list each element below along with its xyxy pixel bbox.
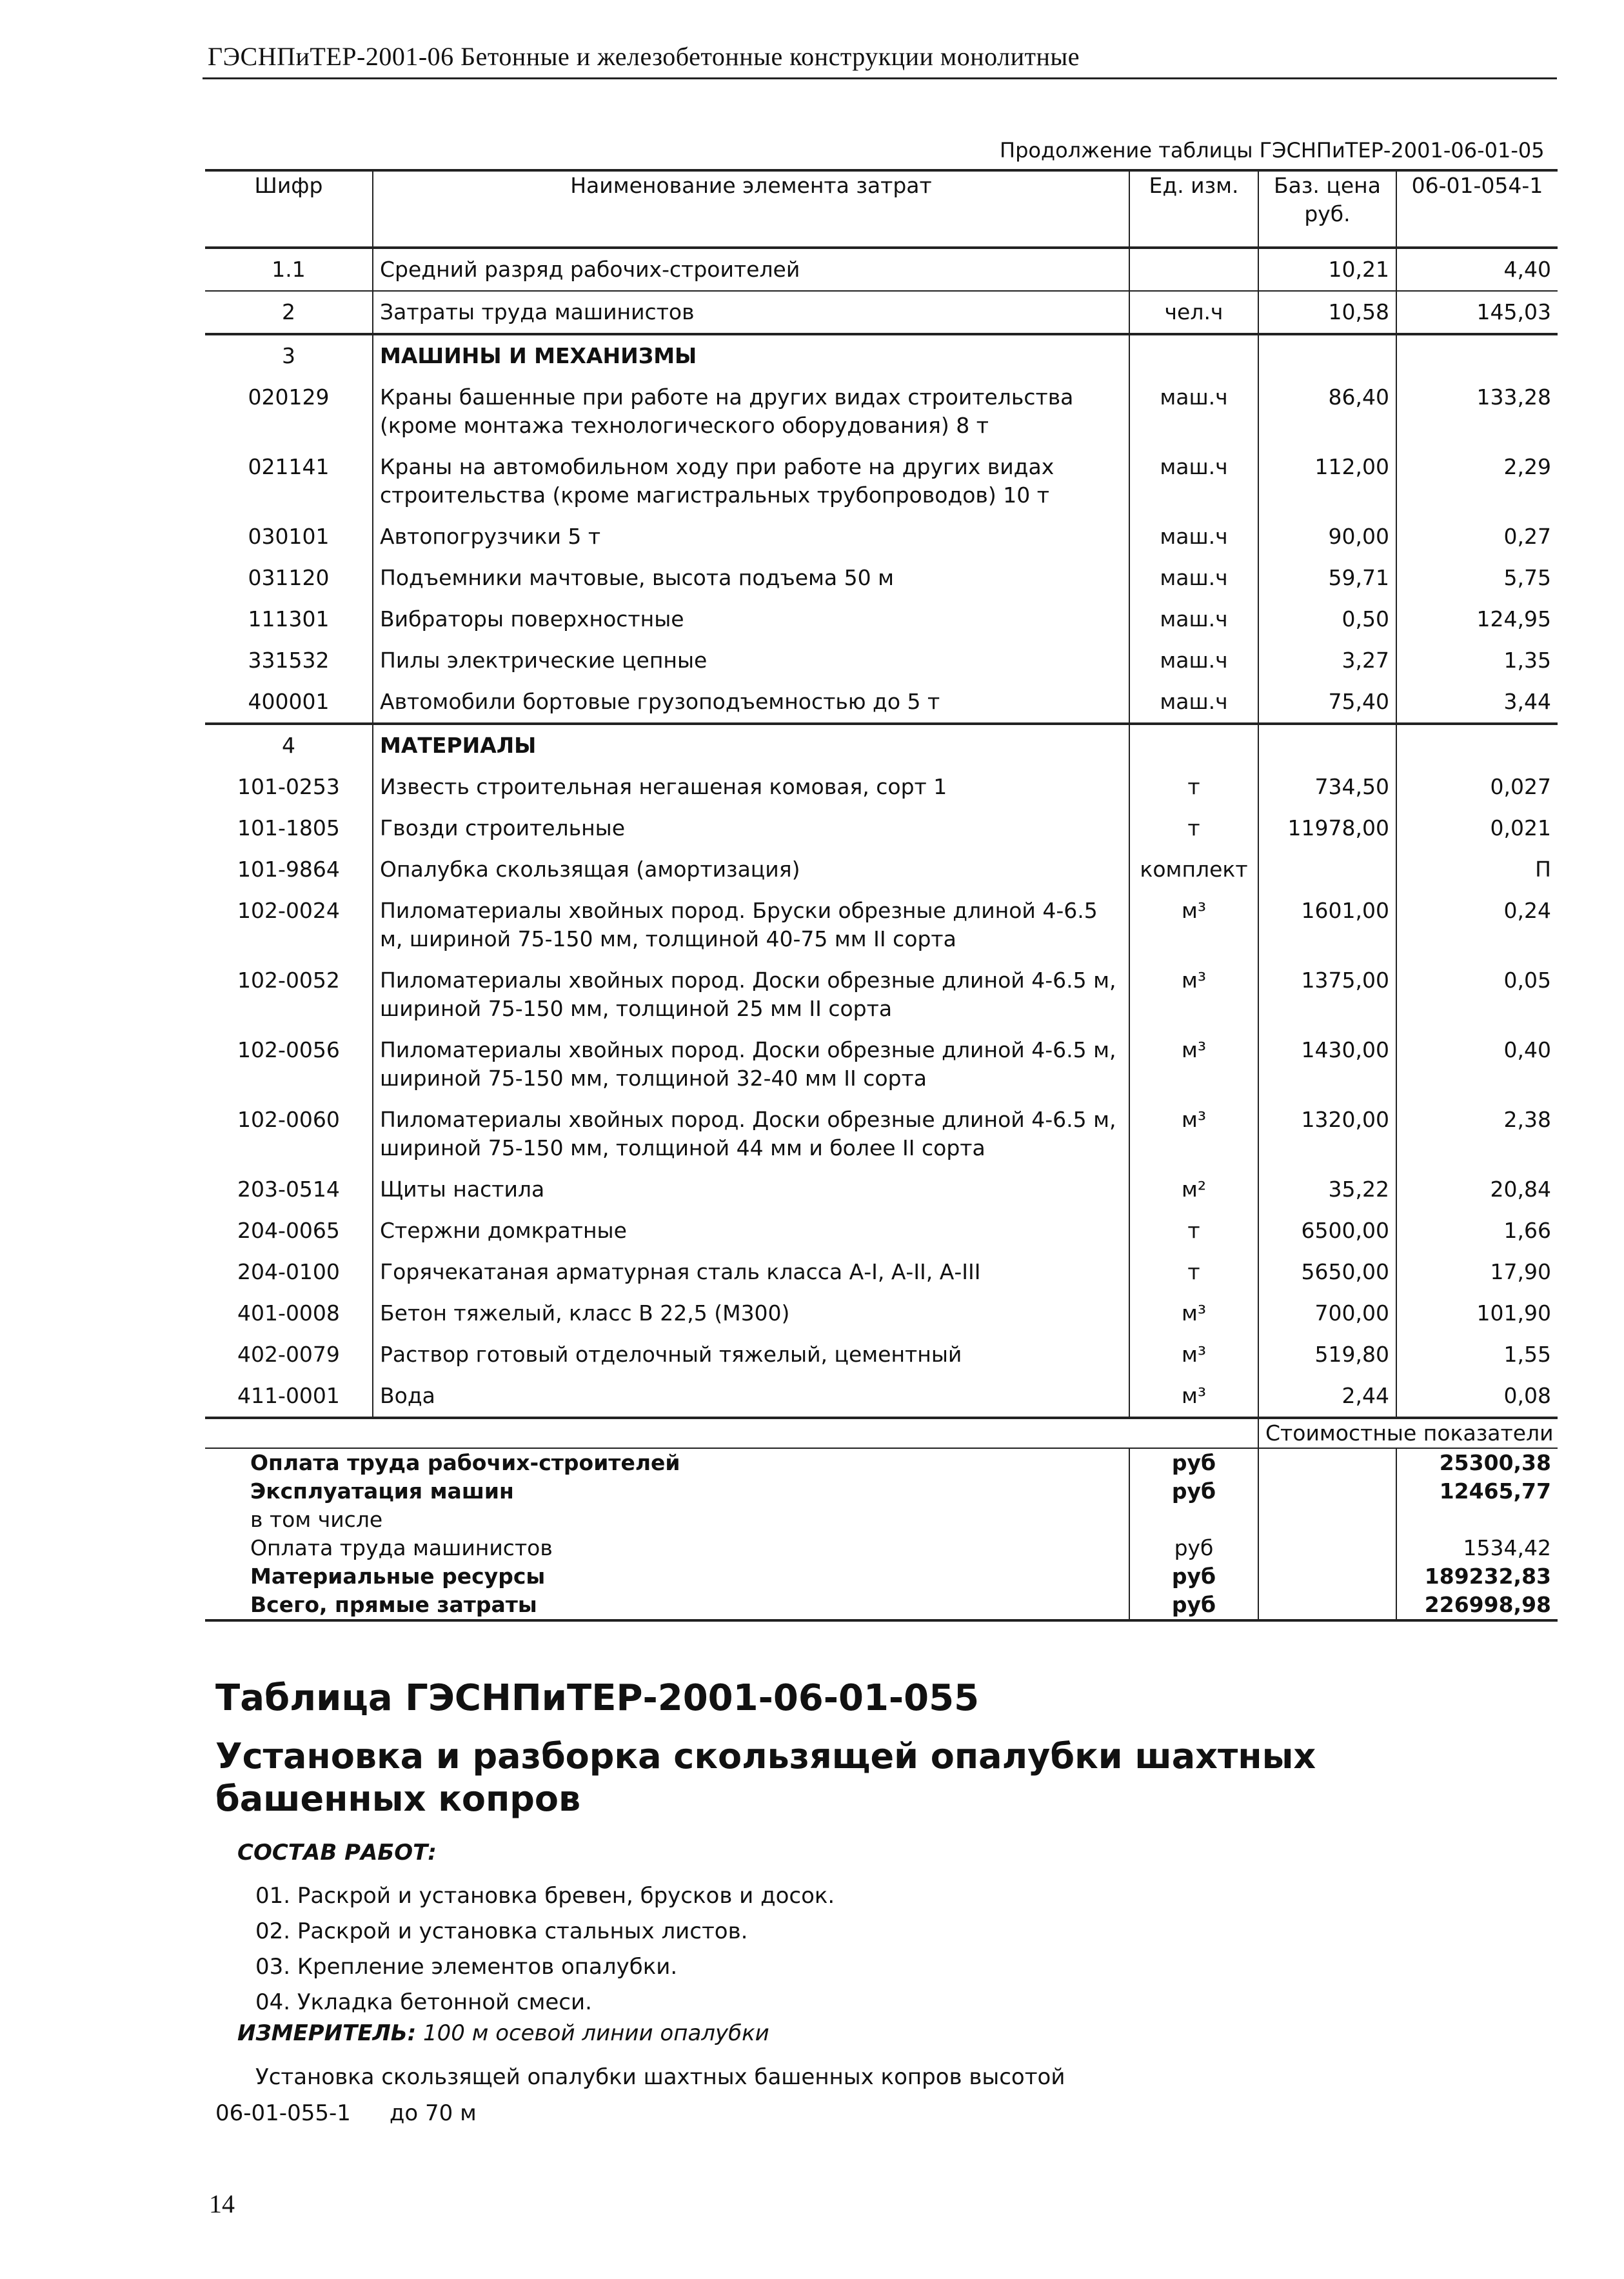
row-unit: маш.ч — [1129, 446, 1258, 516]
row-unit: т — [1129, 1210, 1258, 1251]
row-code: 102-0056 — [237, 1037, 340, 1062]
row-unit: м³ — [1129, 960, 1258, 1030]
cost-label: Материальные ресурсы — [250, 1564, 546, 1589]
row-unit: м³ — [1129, 890, 1258, 960]
row-name: Пилы электрические цепные — [373, 640, 1129, 681]
row-price: 112,00 — [1258, 446, 1396, 516]
cost-value: 189232,83 — [1396, 1562, 1558, 1591]
table-row — [205, 1210, 1558, 1251]
row-name: Горячекатаная арматурная сталь класса А-I, А-II, А-III — [373, 1251, 1129, 1293]
row-unit: т — [1129, 1251, 1258, 1293]
works-list-item: 04. Укладка бетонной смеси. — [255, 1989, 592, 2015]
cost-empty — [1258, 1477, 1396, 1506]
column-header-unit: Ед. изм. — [1129, 170, 1258, 248]
cost-unit — [1129, 1506, 1258, 1534]
row-value — [1396, 724, 1558, 766]
table-row — [205, 377, 1558, 446]
row-value: 0,40 — [1396, 1030, 1558, 1099]
row-name: Гвозди строительные — [373, 808, 1129, 849]
row-code: 1.1 — [205, 248, 373, 291]
row-value: 17,90 — [1396, 1251, 1558, 1293]
row-price: 10,58 — [1258, 291, 1396, 334]
row-code: 2 — [205, 291, 373, 334]
row-price: 1601,00 — [1258, 890, 1396, 960]
row-price: 734,50 — [1258, 766, 1396, 808]
cost-row — [205, 1506, 1558, 1534]
row-name: Раствор готовый отделочный тяжелый, цементный — [373, 1334, 1129, 1375]
table-row — [205, 681, 1558, 724]
row-value: 1,55 — [1396, 1334, 1558, 1375]
works-list-item: 03. Крепление элементов опалубки. — [255, 1954, 678, 1980]
row-code: 101-0253 — [237, 774, 340, 799]
row-code: 101-9864 — [237, 857, 340, 882]
cost-value: 1534,42 — [1396, 1534, 1558, 1562]
row-code: 101-1805 — [237, 815, 340, 841]
table-body — [205, 248, 1558, 1418]
cost-unit: руб — [1129, 1448, 1258, 1477]
next-table-title: Таблица ГЭСНПиТЕР-2001-06-01-055 — [215, 1677, 980, 1719]
table-row — [205, 446, 1558, 516]
row-unit: маш.ч — [1129, 557, 1258, 599]
works-list — [255, 1878, 835, 2020]
row-name: Вода — [373, 1375, 1129, 1418]
next-table-subtitle: Установка и разборка скользящей опалубки шахтных башенных копров — [215, 1736, 1316, 1819]
row-price: 10,21 — [1258, 248, 1396, 291]
table-row — [205, 516, 1558, 557]
table-row — [205, 1334, 1558, 1375]
row-value: 2,38 — [1396, 1099, 1558, 1169]
row-value: 4,40 — [1396, 248, 1558, 291]
cost-label: в том числе — [250, 1507, 383, 1532]
table-header-row — [205, 170, 1558, 248]
row-unit: маш.ч — [1129, 681, 1258, 724]
row-price — [1258, 849, 1396, 890]
row-value: 0,021 — [1396, 808, 1558, 849]
table-row — [205, 1251, 1558, 1293]
table-row — [205, 640, 1558, 681]
cost-header-row — [205, 1418, 1558, 1448]
cost-label: Всего, прямые затраты — [205, 1591, 1129, 1620]
row-price: 35,22 — [1258, 1169, 1396, 1210]
row-name: МАТЕРИАЛЫ — [373, 724, 1129, 766]
cost-value: 226998,98 — [1396, 1591, 1558, 1620]
row-code: 102-0052 — [237, 968, 340, 993]
table-row — [205, 1293, 1558, 1334]
cost-header-label: Стоимостные показатели — [1258, 1418, 1558, 1448]
row-code: 203-0514 — [237, 1177, 340, 1202]
row-value: 0,27 — [1396, 516, 1558, 557]
row-unit: маш.ч — [1129, 516, 1258, 557]
row-price: 700,00 — [1258, 1293, 1396, 1334]
row-code: 021141 — [248, 454, 330, 479]
composition-heading: СОСТАВ РАБОТ: — [237, 1840, 437, 1866]
cost-label: Оплата труда машинистов — [250, 1535, 553, 1560]
table-row — [205, 766, 1558, 808]
row-code: 204-0100 — [237, 1259, 340, 1284]
row-price: 86,40 — [1258, 377, 1396, 446]
row-value: 101,90 — [1396, 1293, 1558, 1334]
row-name: Вибраторы поверхностные — [373, 599, 1129, 640]
row-code: 411-0001 — [205, 1375, 373, 1418]
cost-empty — [1258, 1506, 1396, 1534]
row-name: Автопогрузчики 5 т — [373, 516, 1129, 557]
row-unit: маш.ч — [1129, 599, 1258, 640]
row-unit: комплект — [1129, 849, 1258, 890]
row-unit: маш.ч — [1129, 377, 1258, 446]
table-row — [205, 808, 1558, 849]
row-price: 6500,00 — [1258, 1210, 1396, 1251]
row-value: 0,24 — [1396, 890, 1558, 960]
cost-empty — [1258, 1448, 1396, 1477]
cost-label: Эксплуатация машин — [250, 1478, 514, 1504]
row-code: 204-0065 — [237, 1218, 340, 1243]
code-line — [215, 2100, 477, 2126]
row-unit: м² — [1129, 1169, 1258, 1210]
row-code: 030101 — [248, 524, 330, 549]
column-header-price: Баз. цена руб. — [1258, 170, 1396, 248]
table-row — [205, 248, 1558, 291]
row-name: МАШИНЫ И МЕХАНИЗМЫ — [373, 334, 1129, 377]
row-name: Пиломатериалы хвойных пород. Доски обрезные длиной 4-6.5 м, шириной 75-150 мм, толщиной 32-40 мм II сорта — [373, 1030, 1129, 1099]
row-code: 401-0008 — [237, 1300, 340, 1326]
cost-unit: руб — [1129, 1591, 1258, 1620]
row-value: 1,66 — [1396, 1210, 1558, 1251]
row-unit: т — [1129, 808, 1258, 849]
row-value: 124,95 — [1396, 599, 1558, 640]
cost-row — [205, 1448, 1558, 1477]
page-number: 14 — [209, 2189, 235, 2218]
table-row — [205, 291, 1558, 334]
row-value: 20,84 — [1396, 1169, 1558, 1210]
measure-label: ИЗМЕРИТЕЛЬ: — [237, 2020, 417, 2046]
cost-value: 12465,77 — [1396, 1477, 1558, 1506]
row-name: Средний разряд рабочих-строителей — [373, 248, 1129, 291]
row-unit — [1129, 334, 1258, 377]
row-price: 90,00 — [1258, 516, 1396, 557]
cost-row — [205, 1591, 1558, 1620]
row-name: Стержни домкратные — [373, 1210, 1129, 1251]
row-name: Пиломатериалы хвойных пород. Бруски обрезные длиной 4-6.5 м, шириной 75-150 мм, толщиной 40-75 мм II сорта — [373, 890, 1129, 960]
row-unit: т — [1129, 766, 1258, 808]
row-value: 0,08 — [1396, 1375, 1558, 1418]
row-unit: м³ — [1129, 1293, 1258, 1334]
row-value: 5,75 — [1396, 557, 1558, 599]
row-code: 4 — [282, 733, 295, 758]
row-price — [1258, 334, 1396, 377]
row-value: 2,29 — [1396, 446, 1558, 516]
row-name: Краны башенные при работе на других видах строительства (кроме монтажа технологического оборудования) 8 т — [373, 377, 1129, 446]
row-code: 020129 — [248, 384, 330, 410]
cost-row — [205, 1534, 1558, 1562]
cost-header-spacer — [205, 1418, 1258, 1448]
works-list-item: 02. Раскрой и установка стальных листов. — [255, 1918, 748, 1944]
row-name: Автомобили бортовые грузоподъемностью до 5 т — [373, 681, 1129, 724]
row-name: Пиломатериалы хвойных пород. Доски обрезные длиной 4-6.5 м, шириной 75-150 мм, толщиной 25 мм II сорта — [373, 960, 1129, 1030]
row-value: 3,44 — [1396, 681, 1558, 724]
column-header-code: Шифр — [205, 170, 373, 248]
row-price: 59,71 — [1258, 557, 1396, 599]
row-name: Краны на автомобильном ходу при работе на других видах строительства (кроме магистральных трубопроводов) 10 т — [373, 446, 1129, 516]
row-price: 1320,00 — [1258, 1099, 1396, 1169]
row-code: 102-0060 — [237, 1107, 340, 1132]
row-name: Опалубка скользящая (амортизация) — [373, 849, 1129, 890]
table-row — [205, 1099, 1558, 1169]
row-code: 111301 — [248, 606, 330, 632]
measure-value: 100 м осевой линии опалубки — [423, 2020, 769, 2046]
row-name: Подъемники мачтовые, высота подъема 50 м — [373, 557, 1129, 599]
row-name: Бетон тяжелый, класс В 22,5 (М300) — [373, 1293, 1129, 1334]
row-unit — [1129, 724, 1258, 766]
row-price: 75,40 — [1258, 681, 1396, 724]
row-code: 031120 — [248, 565, 330, 590]
row-price: 1430,00 — [1258, 1030, 1396, 1099]
table-row — [205, 890, 1558, 960]
row-value: 0,05 — [1396, 960, 1558, 1030]
row-price: 5650,00 — [1258, 1251, 1396, 1293]
row-unit: м³ — [1129, 1099, 1258, 1169]
row-unit: м³ — [1129, 1334, 1258, 1375]
row-unit — [1129, 248, 1258, 291]
row-unit: маш.ч — [1129, 640, 1258, 681]
row-unit: м³ — [1129, 1375, 1258, 1418]
row-price: 3,27 — [1258, 640, 1396, 681]
header-rule — [203, 77, 1557, 79]
table-row — [205, 1030, 1558, 1099]
cost-label: Оплата труда рабочих-строителей — [250, 1450, 680, 1475]
row-price: 2,44 — [1258, 1375, 1396, 1418]
cost-empty — [1258, 1591, 1396, 1620]
row-unit: чел.ч — [1129, 291, 1258, 334]
row-price: 1375,00 — [1258, 960, 1396, 1030]
row-name: Известь строительная негашеная комовая, сорт 1 — [373, 766, 1129, 808]
row-value: 133,28 — [1396, 377, 1558, 446]
row-price: 519,80 — [1258, 1334, 1396, 1375]
continuation-note: Продолжение таблицы ГЭСНПиТЕР-2001-06-01-05 — [1000, 138, 1545, 163]
cost-unit: руб — [1129, 1534, 1258, 1562]
row-name: Пиломатериалы хвойных пород. Доски обрезные длиной 4-6.5 м, шириной 75-150 мм, толщиной 44 мм и более II сорта — [373, 1099, 1129, 1169]
table-row — [205, 849, 1558, 890]
norm-code: 06-01-055-1 — [215, 2100, 351, 2126]
row-code: 102-0024 — [237, 898, 340, 923]
resource-table — [205, 169, 1558, 1622]
table-row — [205, 599, 1558, 640]
cost-value — [1396, 1506, 1558, 1534]
table-row — [205, 724, 1558, 766]
row-code: 400001 — [205, 681, 373, 724]
row-price: 0,50 — [1258, 599, 1396, 640]
cost-unit: руб — [1129, 1477, 1258, 1506]
row-unit: м³ — [1129, 1030, 1258, 1099]
norm-height: до 70 м — [389, 2100, 477, 2126]
row-value: 145,03 — [1396, 291, 1558, 334]
install-text: Установка скользящей опалубки шахтных башенных копров высотой — [255, 2064, 1065, 2090]
cost-empty — [1258, 1534, 1396, 1562]
column-header-norm: 06-01-054-1 — [1396, 170, 1558, 248]
measure-line — [237, 2020, 769, 2046]
row-value: 0,027 — [1396, 766, 1558, 808]
row-name: Затраты труда машинистов — [373, 291, 1129, 334]
table-row — [205, 557, 1558, 599]
row-value — [1396, 334, 1558, 377]
column-header-name: Наименование элемента затрат — [373, 170, 1129, 248]
works-list-item: 01. Раскрой и установка бревен, брусков и досок. — [255, 1883, 835, 1909]
row-code: 402-0079 — [237, 1342, 340, 1367]
row-value: П — [1396, 849, 1558, 890]
cost-value: 25300,38 — [1396, 1448, 1558, 1477]
table-row — [205, 334, 1558, 377]
cost-empty — [1258, 1562, 1396, 1591]
row-value: 1,35 — [1396, 640, 1558, 681]
row-name: Щиты настила — [373, 1169, 1129, 1210]
row-code: 3 — [282, 343, 295, 368]
cost-section — [205, 1418, 1558, 1620]
cost-unit: руб — [1129, 1562, 1258, 1591]
cost-row — [205, 1477, 1558, 1506]
row-price — [1258, 724, 1396, 766]
row-code: 331532 — [248, 648, 330, 673]
table-row — [205, 1375, 1558, 1418]
table-row — [205, 960, 1558, 1030]
table-row — [205, 1169, 1558, 1210]
running-head: ГЭСНПиТЕР-2001-06 Бетонные и железобетонные конструкции монолитные — [208, 42, 1080, 71]
row-price: 11978,00 — [1258, 808, 1396, 849]
cost-row — [205, 1562, 1558, 1591]
